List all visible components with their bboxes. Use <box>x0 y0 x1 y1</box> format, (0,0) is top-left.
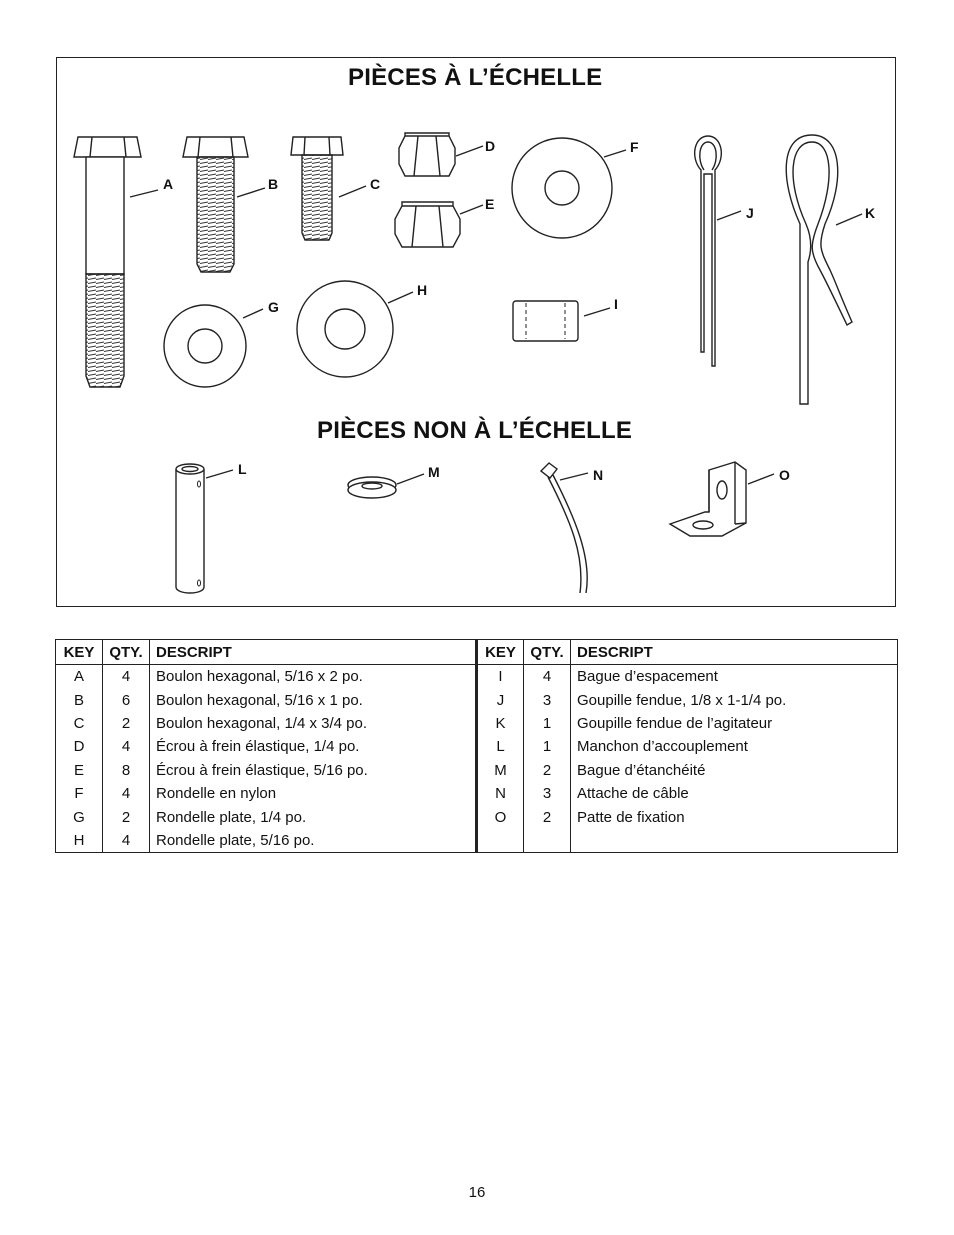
header-description: DESCRIPT <box>150 640 477 665</box>
cell-description: Rondelle plate, 1/4 po. <box>150 805 477 828</box>
nut-e-icon <box>395 202 483 247</box>
header-qty: QTY. <box>103 640 150 665</box>
cell-key: G <box>56 805 103 828</box>
table-row <box>56 688 898 711</box>
cell-description: Boulon hexagonal, 5/16 x 1 po. <box>150 688 477 711</box>
cell-description <box>571 829 898 853</box>
header-key: KEY <box>56 640 103 665</box>
header-qty: QTY. <box>524 640 571 665</box>
cell-key: B <box>56 688 103 711</box>
cell-qty: 1 <box>524 712 571 735</box>
part-label-g: G <box>268 299 279 315</box>
part-label-d: D <box>485 138 496 154</box>
heading-parts-not-to-scale: PIÈCES NON À L’ÉCHELLE <box>317 417 633 444</box>
cell-key: A <box>56 665 103 689</box>
cell-key: K <box>477 712 524 735</box>
washer-g-icon <box>164 305 263 387</box>
cell-description: Bague d’espacement <box>571 665 898 689</box>
cell-key: N <box>477 782 524 805</box>
cell-description: Boulon hexagonal, 1/4 x 3/4 po. <box>150 712 477 735</box>
cell-description: Attache de câble <box>571 782 898 805</box>
heading-parts-to-scale: PIÈCES À L’ÉCHELLE <box>348 64 603 91</box>
cell-qty: 2 <box>103 712 150 735</box>
cell-description: Boulon hexagonal, 5/16 x 2 po. <box>150 665 477 689</box>
cell-qty: 2 <box>524 805 571 828</box>
cell-key: O <box>477 805 524 828</box>
seal-ring-m-icon <box>348 474 424 498</box>
cell-key: I <box>477 665 524 689</box>
part-label-a: A <box>163 176 174 192</box>
cell-key: C <box>56 712 103 735</box>
table-row <box>56 665 898 689</box>
cell-description: Rondelle en nylon <box>150 782 477 805</box>
cell-qty: 3 <box>524 782 571 805</box>
cell-qty: 1 <box>524 735 571 758</box>
cotter-pin-j-icon <box>695 136 741 366</box>
bolt-c-icon <box>291 137 366 240</box>
page-number: 16 <box>468 1184 486 1201</box>
washer-f-icon <box>512 138 626 238</box>
cell-qty: 2 <box>524 759 571 782</box>
part-label-i: I <box>614 296 618 312</box>
part-label-j: J <box>746 205 754 221</box>
part-label-f: F <box>630 139 639 155</box>
cell-key: L <box>477 735 524 758</box>
part-label-c: C <box>370 176 381 192</box>
cell-key: F <box>56 782 103 805</box>
cell-key: E <box>56 759 103 782</box>
part-label-b: B <box>268 176 279 192</box>
cell-description: Goupille fendue de l’agitateur <box>571 712 898 735</box>
table-row <box>56 805 898 828</box>
cell-qty: 8 <box>103 759 150 782</box>
washer-h-icon <box>297 281 413 377</box>
bolt-a-icon <box>74 137 158 387</box>
cell-key <box>477 829 524 853</box>
table-row <box>56 712 898 735</box>
cell-key: M <box>477 759 524 782</box>
part-label-m: M <box>428 464 440 480</box>
hairpin-k-icon <box>786 135 862 404</box>
header-description: DESCRIPT <box>571 640 898 665</box>
nut-d-icon <box>399 133 483 176</box>
table-row <box>56 829 898 853</box>
cell-description: Manchon d’accouplement <box>571 735 898 758</box>
cell-qty: 2 <box>103 805 150 828</box>
bracket-o-icon <box>670 462 774 536</box>
table-row <box>56 735 898 758</box>
cell-description: Goupille fendue, 1/8 x 1-1/4 po. <box>571 688 898 711</box>
cell-qty: 4 <box>103 665 150 689</box>
cable-tie-n-icon <box>541 463 588 593</box>
sleeve-l-icon <box>176 464 233 593</box>
cell-description: Rondelle plate, 5/16 po. <box>150 829 477 853</box>
cell-qty: 3 <box>524 688 571 711</box>
bolt-b-icon <box>183 137 265 272</box>
cell-description: Écrou à frein élastique, 5/16 po. <box>150 759 477 782</box>
cell-qty: 6 <box>103 688 150 711</box>
cell-description: Patte de fixation <box>571 805 898 828</box>
parts-list-table <box>55 639 898 853</box>
cell-description: Écrou à frein élastique, 1/4 po. <box>150 735 477 758</box>
spacer-i-icon <box>513 301 610 341</box>
cell-description: Bague d’étanchéité <box>571 759 898 782</box>
cell-qty: 4 <box>103 735 150 758</box>
cell-key: H <box>56 829 103 853</box>
part-label-o: O <box>779 467 790 483</box>
part-label-n: N <box>593 467 604 483</box>
cell-qty: 4 <box>103 829 150 853</box>
part-label-e: E <box>485 196 495 212</box>
part-label-h: H <box>417 282 428 298</box>
part-label-l: L <box>238 461 247 477</box>
cell-key: D <box>56 735 103 758</box>
table-row <box>56 782 898 805</box>
table-header-row <box>56 640 898 665</box>
cell-qty <box>524 829 571 853</box>
cell-qty: 4 <box>103 782 150 805</box>
part-label-k: K <box>865 205 876 221</box>
cell-qty: 4 <box>524 665 571 689</box>
table-row <box>56 759 898 782</box>
header-key: KEY <box>477 640 524 665</box>
cell-key: J <box>477 688 524 711</box>
